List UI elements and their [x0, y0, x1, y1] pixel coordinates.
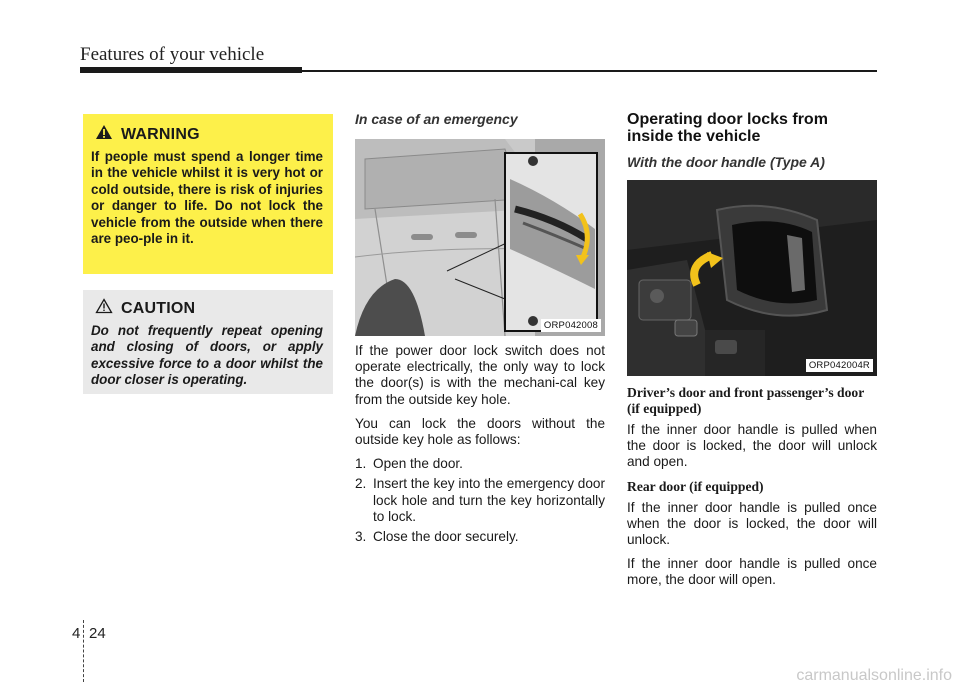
inside-heading: Operating door locks from inside the vehicle [627, 111, 828, 145]
list-item [355, 476, 605, 525]
list-item [355, 529, 605, 545]
warning-triangle-icon [95, 124, 113, 145]
front-door-text: If the inner door handle is pulled when the door is locked, the door will unlock and open. [627, 422, 877, 470]
list-item-number: 2. [355, 476, 367, 492]
emergency-para-1: If the power door lock switch does not operate electrically, the only way to lock the door(s) is with the mechani-cal key from the outside key hole. [355, 343, 605, 407]
caution-triangle-icon [95, 298, 113, 319]
warning-header [95, 124, 323, 145]
rear-door-text-2: If the inner door handle is pulled once more, the door will open. [627, 556, 877, 588]
inside-subheading: With the door handle (Type A) [627, 154, 825, 170]
list-item-text: Insert the key into the emergency door lock hole and turn the key horizontally to lock. [373, 476, 605, 524]
caution-box [83, 290, 333, 394]
rear-door-text-1: If the inner door handle is pulled once when the door is locked, the door will unlock. [627, 499, 877, 548]
warning-title: WARNING [121, 125, 200, 143]
door-handle-image-caption: ORP042004R [806, 359, 873, 372]
rear-door-heading: Rear door (if equipped) [627, 478, 764, 494]
caution-title: CAUTION [121, 299, 196, 317]
list-item [355, 456, 605, 472]
caution-text: Do not frequently repeat opening and closing of doors, or apply excessive force to a door whilst the door closer is operating. [91, 323, 323, 388]
emergency-para-2: You can lock the doors without the outside key hole as follows: [355, 415, 605, 448]
list-item-number: 1. [355, 456, 367, 472]
caution-header [95, 298, 323, 319]
header-rule-thick [80, 67, 302, 73]
front-door-heading: Driver’s door and front passenger’s door (if equipped) [627, 385, 864, 416]
warning-text: If people must spend a longer time in the vehicle whilst it is very hot or cold outside, there is risk of injuries or danger to life. Do not lock the vehicle from the outside when there are peo-ple in it. [91, 149, 323, 247]
warning-box [83, 114, 333, 274]
door-handle-image [627, 180, 877, 376]
emergency-lock-image [355, 139, 605, 336]
header-rule-thin [302, 70, 877, 72]
list-item-text: Close the door securely. [373, 529, 519, 545]
watermark: carmanualsonline.info [796, 667, 952, 684]
inside-body [627, 385, 877, 597]
list-item-text: Open the door. [373, 456, 463, 472]
page-number: 24 [89, 625, 106, 642]
emergency-body [355, 343, 605, 545]
emergency-heading: In case of an emergency [355, 111, 518, 127]
chapter-number: 4 [72, 625, 81, 642]
page-number-divider [83, 620, 84, 682]
list-item-number: 3. [355, 529, 367, 545]
page-header-title: Features of your vehicle [80, 44, 265, 65]
emergency-image-caption: ORP042008 [541, 319, 601, 332]
